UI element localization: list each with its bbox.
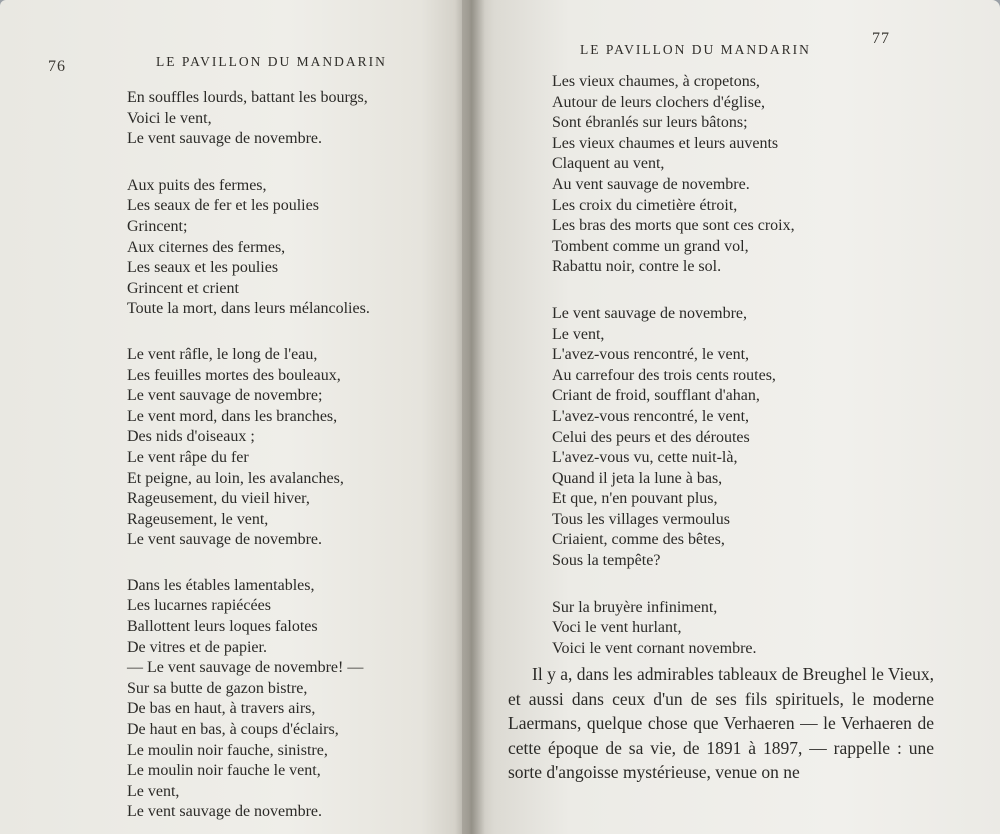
poem-line: L'avez-vous vu, cette nuit-là, bbox=[552, 449, 738, 467]
poem-line: Dans les étables lamentables, bbox=[127, 576, 315, 594]
stanza bbox=[552, 72, 795, 278]
poem-line: Sur la bruyère infiniment, bbox=[552, 598, 718, 616]
poem-line: Sont ébranlés sur leurs bâtons; bbox=[552, 114, 748, 132]
stanza bbox=[127, 176, 370, 320]
prose-paragraph bbox=[508, 662, 934, 785]
poem-line: Le vent, bbox=[127, 782, 180, 800]
poem-line: Les vieux chaumes, à cropetons, bbox=[552, 73, 760, 90]
poem-line: L'avez-vous rencontré, le vent, bbox=[552, 407, 750, 425]
poem-line: Rageusement, du vieil hiver, bbox=[127, 490, 310, 508]
poem-line: Le vent, bbox=[552, 325, 605, 343]
poem-line: Grincent; bbox=[127, 217, 188, 235]
poem-line: Sous la tempête? bbox=[552, 552, 661, 570]
poem-line: Les feuilles mortes des bouleaux, bbox=[127, 366, 341, 384]
poem-line: Au vent sauvage de novembre. bbox=[552, 175, 750, 193]
poem-left bbox=[127, 88, 370, 823]
book-gutter bbox=[455, 0, 485, 834]
poem-line: Le vent râfle, le long de l'eau, bbox=[127, 345, 318, 363]
poem-line: Et peigne, au loin, les avalanches, bbox=[127, 469, 344, 487]
running-head-left: LE PAVILLON DU MANDARIN bbox=[156, 54, 387, 69]
right-page bbox=[462, 0, 1000, 834]
poem-line: Rageusement, le vent, bbox=[127, 510, 269, 528]
poem-line: Le vent sauvage de novembre. bbox=[127, 803, 323, 821]
poem-line: Le vent sauvage de novembre. bbox=[127, 531, 323, 549]
poem-line: Toute la mort, dans leurs mélancolies. bbox=[127, 300, 370, 318]
poem-line: Voici le vent cornant novembre. bbox=[552, 639, 757, 657]
poem-line: Celui des peurs et des déroutes bbox=[552, 428, 750, 446]
poem-line: Le vent râpe du fer bbox=[127, 448, 249, 466]
poem-line: Criaient, comme des bêtes, bbox=[552, 531, 725, 549]
poem-line: Le vent sauvage de novembre. bbox=[127, 130, 323, 148]
poem-line: Tombent comme un grand vol, bbox=[552, 237, 749, 255]
poem-line: Au carrefour des trois cents routes, bbox=[552, 366, 776, 384]
running-head-right: LE PAVILLON DU MANDARIN bbox=[580, 42, 811, 57]
poem-line: De vitres et de papier. bbox=[127, 638, 267, 656]
stanza bbox=[127, 88, 370, 150]
stanza bbox=[127, 576, 370, 823]
poem-line: Aux puits des fermes, bbox=[127, 176, 267, 194]
poem-line: Les bras des morts que sont ces croix, bbox=[552, 217, 795, 235]
poem-line: Rabattu noir, contre le sol. bbox=[552, 258, 722, 276]
poem-line: De haut en bas, à coups d'éclairs, bbox=[127, 721, 339, 739]
poem-line: Ballottent leurs loques falotes bbox=[127, 618, 318, 636]
stanza bbox=[127, 345, 370, 551]
page-number-left: 76 bbox=[48, 58, 66, 75]
poem-line: Les seaux de fer et les poulies bbox=[127, 197, 319, 215]
left-page bbox=[0, 0, 478, 834]
poem-line: Les lucarnes rapiécées bbox=[127, 597, 271, 615]
poem-line: Le vent sauvage de novembre; bbox=[127, 387, 323, 405]
poem-line: Les seaux et les poulies bbox=[127, 259, 279, 277]
poem-line: Les croix du cimetière étroit, bbox=[552, 196, 738, 214]
poem-line: Le moulin noir fauche le vent, bbox=[127, 762, 321, 780]
poem-line: Le vent sauvage de novembre, bbox=[552, 304, 748, 322]
poem-line: Sur sa butte de gazon bistre, bbox=[127, 679, 308, 697]
poem-line: Aux citernes des fermes, bbox=[127, 238, 286, 256]
poem-line: — Le vent sauvage de novembre! — bbox=[127, 659, 364, 677]
page-number-right: 77 bbox=[872, 30, 890, 47]
poem-line: En souffles lourds, battant les bourgs, bbox=[127, 89, 368, 106]
poem-line: Et que, n'en pouvant plus, bbox=[552, 490, 718, 508]
poem-line: De bas en haut, à travers airs, bbox=[127, 700, 316, 718]
poem-line: Le vent mord, dans les branches, bbox=[127, 407, 338, 425]
poem-line: Voici le vent, bbox=[127, 109, 212, 127]
poem-line: Autour de leurs clochers d'église, bbox=[552, 93, 766, 111]
poem-right bbox=[552, 72, 795, 659]
poem-line: Le moulin noir fauche, sinistre, bbox=[127, 741, 328, 759]
poem-line: Voci le vent hurlant, bbox=[552, 619, 682, 637]
stanza bbox=[552, 304, 795, 572]
poem-line: Grincent et crient bbox=[127, 279, 239, 297]
poem-line: L'avez-vous rencontré, le vent, bbox=[552, 346, 750, 364]
poem-line: Des nids d'oiseaux ; bbox=[127, 428, 255, 446]
poem-line: Criant de froid, soufflant d'ahan, bbox=[552, 387, 760, 405]
poem-line: Tous les villages vermoulus bbox=[552, 510, 730, 528]
prose-text: Il y a, dans les admirables tableaux de Breughel le Vieux, et aussi dans ceux d'un de ses fils spirituels, le moderne Laermans, quelque chose que Verhaeren — le Verhaeren de cette époque de sa vie, de 1891 à 1897, — rappelle : une sorte d'angoisse mystérieuse, venue on ne bbox=[508, 664, 934, 782]
poem-line: Quand il jeta la lune à bas, bbox=[552, 469, 723, 487]
stanza bbox=[552, 598, 795, 660]
poem-line: Claquent au vent, bbox=[552, 155, 665, 173]
poem-line: Les vieux chaumes et leurs auvents bbox=[552, 134, 779, 152]
